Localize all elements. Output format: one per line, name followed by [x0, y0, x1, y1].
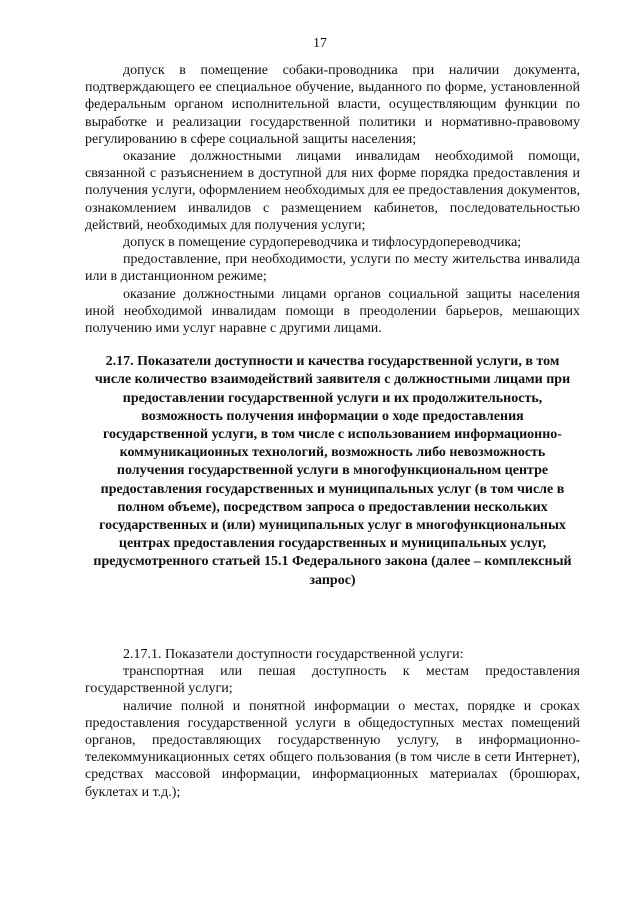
- paragraph-sign-interpreter: допуск в помещение сурдопереводчика и тифлосурдопереводчика;: [123, 235, 522, 251]
- paragraph-transport-access: транспортная или пешая доступность к местам предоставления государственной услуги;: [85, 664, 580, 697]
- section-heading-2-17: 2.17. Показатели доступности и качества государственной услуги, в том числе количество взаимодействий заявителя с должностными лицами при предоставлении государственной услуги и их продолжительность, возможность получения информации о ходе предоставления государственной услуги, в том числе с использованием информационно-коммуникационных технологий, возможность либо невозможность получения государственной услуги в многофункциональном центре предоставления государственных и муниципальных услуг (в том числе в полном объеме), посредством запроса о предоставлении нескольких государственных и (или) муниципальных услуг в многофункциональных центрах предоставления государственных и муниципальных услуг, предусмотренного статьей 15.1 Федерального закона (далее – комплексный запрос): [93, 354, 572, 588]
- paragraph-information-availability: наличие полной и понятной информации о местах, порядке и сроках предоставления государственной услуги в общедоступных местах помещений органов, предоставляющих государственную услугу, в информационно-телекоммуникационных сетях общего пользования (в том числе в сети Интернет), средствах массовой информации, информационных материалах (брошюрах, буклетах и т.д.);: [85, 698, 580, 800]
- paragraph-2-17-1: 2.17.1. Показатели доступности государственной услуги:: [123, 646, 464, 662]
- page-number: 17: [313, 36, 327, 51]
- paragraph-guide-dog: допуск в помещение собаки-проводника при наличии документа, подтверждающего ее специальное обучение, выданного по форме, установленной федеральным органом исполнительной власти, осуществляющим функции по выработке и реализации государственной политики и нормативно-правовому регулированию в сфере социальной защиты населения;: [85, 63, 580, 147]
- paragraph-official-assistance: оказание должностными лицами инвалидам необходимой помощи, связанной с разъяснением в доступной для них форме порядка предоставления и получения услуги, оформлением необходимых для ее предоставления документов, ознакомлением инвалидов с размещением кабинетов, последовательностью действий, необходимых для получения услуги;: [85, 149, 580, 233]
- paragraph-remote-service: предоставление, при необходимости, услуги по месту жительства инвалида или в дистанционном режиме;: [85, 252, 580, 285]
- paragraph-barrier-help: оказание должностными лицами органов социальной защиты населения иной необходимой инвалидам помощи в преодолении барьеров, мешающих получению ими услуг наравне с другими лицами.: [85, 286, 580, 337]
- document-body: [85, 62, 580, 801]
